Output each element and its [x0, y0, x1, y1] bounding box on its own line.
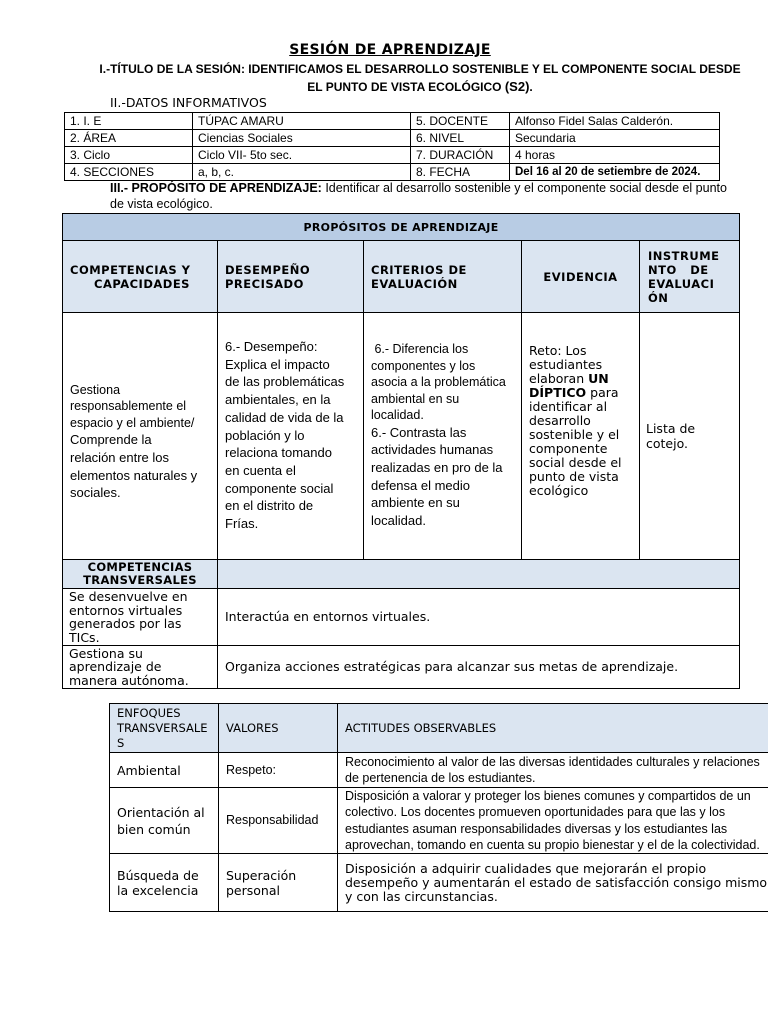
actitud-line: desempeño y aumentarán el estado de satisfacción consigo mismo: [345, 874, 768, 890]
propositos-band-row: [63, 214, 740, 241]
desempeno-line: relaciona tomando: [225, 445, 332, 461]
enfoque-row: [110, 753, 768, 788]
evidencia-line: sostenible y el: [529, 427, 620, 442]
actitud-line: y con las circunstancias.: [345, 888, 498, 904]
desempeno-line: ambientales, en la: [225, 392, 331, 408]
enfoque-name: [110, 788, 219, 854]
transversal-comp-line: generados por las: [69, 616, 182, 631]
purpose-line-2: de vista ecológico.: [110, 197, 213, 211]
competencia-line: espacio y el ambiente/: [70, 415, 195, 430]
datos-value: TÚPAC AMARU: [193, 113, 411, 130]
transversal-comp-line: entornos virtuales: [69, 602, 183, 618]
datos-value: Secundaria: [510, 130, 720, 147]
enfoques-header-row: [110, 704, 768, 753]
enfoque-actitud: [338, 854, 768, 912]
competencias-label: COMPETENCIAS Y: [70, 262, 191, 277]
transversal-comp-line: manera autónoma.: [69, 672, 189, 688]
enfoques-label-3: S: [117, 735, 125, 750]
competencia-cell: [63, 313, 218, 560]
evidencia-bold: DÍPTICO: [529, 385, 587, 400]
enfoque-row: [110, 788, 768, 854]
datos-label: 6. NIVEL: [411, 130, 510, 147]
enfoque-row: [110, 854, 768, 912]
transversal-comp-line: Se desenvuelve en: [69, 589, 188, 604]
datos-value: a, b, c.: [193, 164, 411, 181]
session-title-text: EL PUNTO DE VISTA ECOLÓGICO: [307, 80, 502, 94]
datos-label: 7. DURACIÓN: [411, 147, 510, 164]
datos-label: 5. DOCENTE: [411, 113, 510, 130]
transversal-competencia: [63, 646, 218, 689]
actitud-line: estudiantes asuman responsabilidades diversas y los estudiantes las: [345, 821, 728, 836]
transversal-desc: Organiza acciones estratégicas para alcanzar sus metas de aprendizaje.: [218, 646, 740, 689]
enfoque-valor-line: personal: [226, 882, 280, 898]
datos-value: Ciclo VII- 5to sec.: [193, 147, 411, 164]
evidencia-line: estudiantes: [529, 357, 603, 372]
evidencia-text: elaboran: [529, 371, 589, 386]
criterio-line: actividades humanas: [371, 442, 494, 458]
purpose-text-1: Identificar al desarrollo sostenible y el componente social desde el punto: [321, 181, 727, 195]
enfoque-name: Ambiental: [110, 753, 219, 788]
instrumento-label-2: NTO DE: [648, 262, 709, 277]
datos-heading: II.-DATOS INFORMATIVOS: [110, 95, 267, 110]
datos-label: 4. SECCIONES: [65, 164, 193, 181]
evidencia-line: [529, 386, 632, 400]
criterios-label-2: EVALUACIÓN: [371, 276, 458, 291]
criterio-line: ambiental en su: [371, 391, 460, 406]
col-header-competencias: [63, 241, 218, 313]
propositos-table: [62, 213, 740, 689]
actitud-line: de pertenencia de los estudiantes.: [345, 771, 536, 785]
propositos-band-title: PROPÓSITOS DE APRENDIZAJE: [63, 214, 740, 241]
enfoque-actitud: [338, 788, 768, 854]
transversal-comp-line: aprendizaje de: [69, 659, 162, 675]
competencia-line: responsablemente el: [70, 399, 187, 414]
enfoque-valor: Responsabilidad: [219, 788, 338, 854]
competencia-line: elementos naturales y: [70, 467, 198, 483]
transversal-desc: Interactúa en entornos virtuales.: [218, 589, 740, 646]
datos-value: Alfonso Fidel Salas Calderón.: [510, 113, 720, 130]
col-header-instrumento: [640, 241, 740, 313]
evidencia-line: desarrollo: [529, 413, 591, 428]
purpose-line-1: [110, 181, 727, 195]
enfoques-header: [110, 704, 219, 753]
session-code: (S2): [504, 79, 530, 94]
instrumento-label-1: INSTRUME: [648, 248, 720, 263]
datos-table: [64, 112, 720, 181]
criterio-line: 6.- Diferencia los: [371, 342, 469, 356]
competencia-line: Comprende la: [70, 432, 152, 448]
enfoque-valor: Respeto:: [219, 753, 338, 788]
actitud-line: Disposición a valorar y proteger los bienes comunes y compartidos de un: [345, 789, 751, 804]
datos-row: [65, 164, 720, 181]
criterio-line: componentes y los: [371, 358, 476, 373]
desempeno-line: en el distrito de: [225, 498, 314, 514]
enfoques-label-2: TRANSVERSALE: [117, 720, 208, 735]
instrumento-label-3: EVALUACI: [648, 276, 715, 291]
transversal-competencia: [63, 589, 218, 646]
session-title-end: .: [529, 80, 533, 94]
datos-value: Ciencias Sociales: [193, 130, 411, 147]
propositos-header-row: [63, 241, 740, 313]
enfoque-name-line: bien común: [117, 821, 191, 837]
criterios-cell: [364, 313, 522, 560]
desempeno-line: calidad de vida de la: [225, 409, 344, 425]
desempeno-line: población y lo: [225, 427, 305, 443]
instrumento-cell: [640, 313, 740, 560]
enfoque-name-line: Búsqueda de: [117, 867, 199, 883]
competencia-line: Gestiona: [70, 382, 121, 397]
enfoques-label-1: ENFOQUES: [117, 705, 181, 720]
datos-label: 1. I. E: [65, 113, 193, 130]
transversales-label-2: TRANSVERSALES: [83, 573, 197, 587]
desempeno-label-1: DESEMPEÑO: [225, 262, 311, 277]
evidencia-line: [529, 372, 632, 386]
desempeno-line: Frías.: [225, 516, 259, 532]
transversal-row: [63, 589, 740, 646]
transversales-header-blank: [218, 560, 740, 589]
datos-row: [65, 113, 720, 130]
transversal-row: [63, 646, 740, 689]
criterio-line: localidad.: [371, 513, 426, 529]
datos-value-date: Del 16 al 20 de setiembre de 2024.: [510, 164, 720, 181]
datos-label: 3. Ciclo: [65, 147, 193, 164]
criterios-label-1: CRITERIOS DE: [371, 262, 467, 277]
actitud-line: colectivo. Los docentes promueven oportunidades para que las y los: [345, 805, 726, 820]
enfoque-name: [110, 854, 219, 912]
col-header-desempeno: [218, 241, 364, 313]
evidencia-line: ecológico: [529, 483, 589, 498]
valores-header: VALORES: [219, 704, 338, 753]
actitudes-header: ACTITUDES OBSERVABLES: [338, 704, 768, 753]
competencia-line: relación entre los: [70, 450, 169, 466]
desempeno-line: de las problemáticas: [225, 374, 345, 390]
desempeno-label-2: PRECISADO: [225, 276, 304, 291]
enfoques-table: [109, 703, 768, 912]
transversal-comp-line: TICs.: [69, 629, 100, 645]
desempeno-cell: [218, 313, 364, 560]
actitud-line: aprovechan, tomando en cuenta su propio bienestar y el de la colectividad.: [345, 837, 760, 852]
enfoque-name-line: la excelencia: [117, 882, 199, 898]
criterio-line: localidad.: [371, 408, 424, 422]
datos-value: 4 horas: [510, 147, 720, 164]
col-header-evidencia: EVIDENCIA: [522, 241, 640, 313]
criterio-line: ambiente en su: [371, 495, 460, 511]
instrumento-line: cotejo.: [646, 436, 688, 451]
criterio-line: realizadas en pro de la: [371, 459, 503, 475]
evidencia-line: social desde el: [529, 455, 622, 470]
actitud-line: Reconocimiento al valor de las diversas identidades culturales y relaciones: [345, 755, 760, 769]
session-title-line-2: [0, 79, 768, 94]
evidencia-bold: UN: [588, 371, 609, 386]
datos-row: [65, 147, 720, 164]
evidencia-line: componente: [529, 441, 608, 456]
actitud-line: Disposición a adquirir cualidades que mejorarán el propio: [345, 860, 707, 876]
desempeno-line: 6.- Desempeño:: [225, 339, 318, 354]
evidencia-line: punto de vista: [529, 469, 619, 484]
evidencia-text: para: [586, 385, 619, 400]
enfoque-name-line: Orientación al: [117, 804, 205, 820]
datos-row: [65, 130, 720, 147]
col-header-criterios: [364, 241, 522, 313]
criterio-line: 6.- Contrasta las: [371, 424, 467, 440]
criterio-line: asocia a la problemática: [371, 375, 506, 389]
purpose-label: III.- PROPÓSITO DE APRENDIZAJE:: [110, 181, 322, 195]
instrumento-line: Lista de: [646, 421, 696, 436]
session-title-line-1: I.-TÍTULO DE LA SESIÓN: IDENTIFICAMOS EL DESARROLLO SOSTENIBLE Y EL COMPONENTE SOCIAL DESDE: [99, 62, 741, 76]
propositos-content-row: [63, 313, 740, 560]
instrumento-label-4: ÓN: [648, 290, 669, 305]
desempeno-line: componente social: [225, 480, 334, 496]
desempeno-line: en cuenta el: [225, 462, 296, 478]
evidencia-cell: [522, 313, 640, 560]
datos-label: 8. FECHA: [411, 164, 510, 181]
capacidades-label: CAPACIDADES: [94, 276, 190, 291]
enfoque-actitud: [338, 753, 768, 788]
evidencia-line: Reto: Los: [529, 343, 587, 358]
document-title: SESIÓN DE APRENDIZAJE: [289, 42, 491, 58]
evidencia-line: identificar al: [529, 399, 608, 414]
enfoque-valor: [219, 854, 338, 912]
transversales-label-1: COMPETENCIAS: [87, 560, 193, 574]
competencia-line: sociales.: [70, 485, 121, 501]
criterio-line: defensa el medio: [371, 477, 471, 493]
transversales-header-row: [63, 560, 740, 589]
enfoque-valor-line: Superación: [226, 867, 297, 883]
desempeno-line: Explica el impacto: [225, 356, 330, 372]
transversales-header: [63, 560, 218, 589]
transversal-comp-line: Gestiona su: [69, 645, 143, 661]
datos-label: 2. ÁREA: [65, 130, 193, 147]
